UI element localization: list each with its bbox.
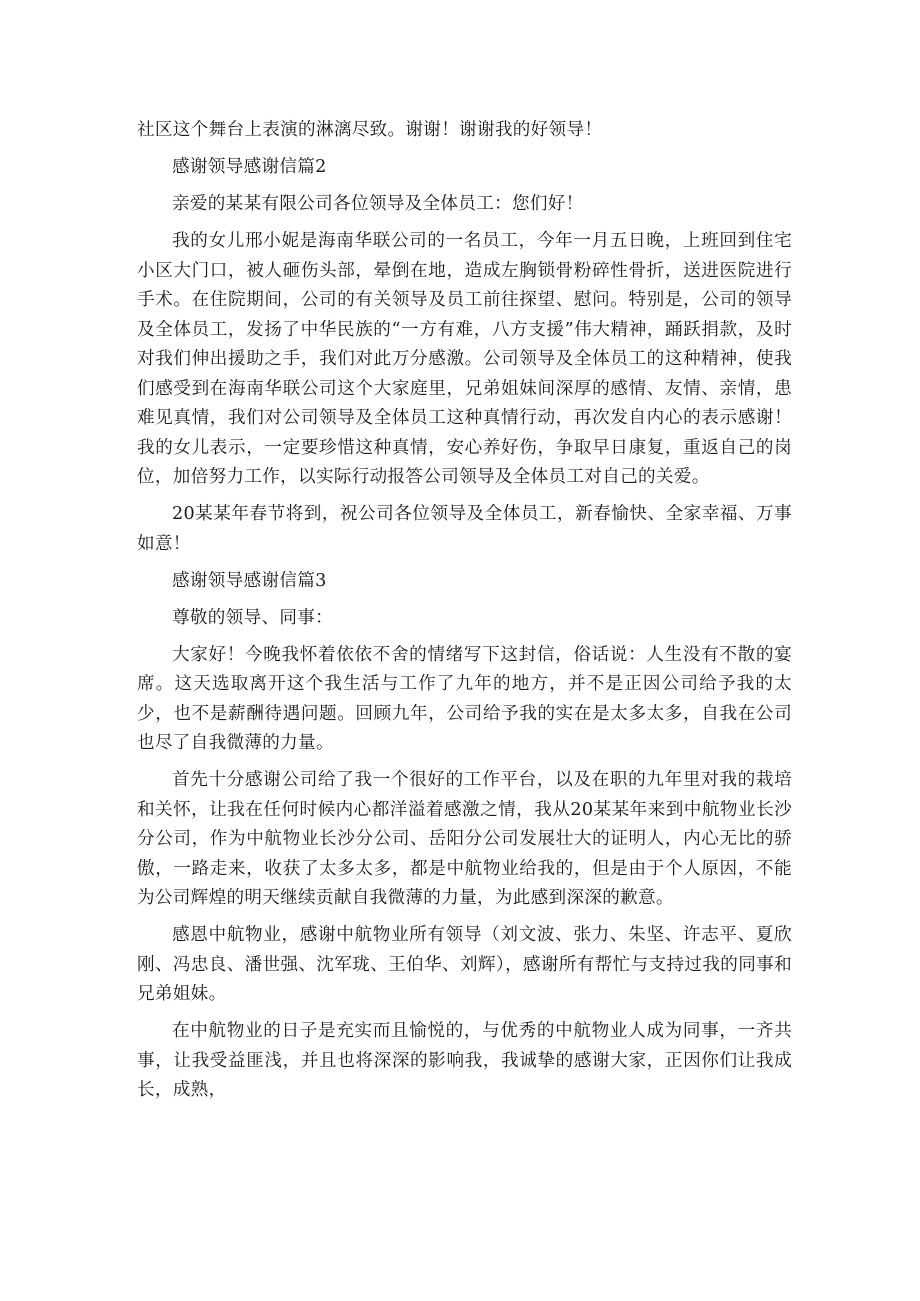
paragraph: 20某某年春节将到，祝公司各位领导及全体员工，新春愉快、全家幸福、万事如意！ [137,504,792,554]
paragraph: 在中航物业的日子是充实而且愉悦的，与优秀的中航物业人成为同事，一齐共事，让我受益匪浅，并且也将深深的影响我，我诚挚的感谢大家，正因你们让我成长，成熟， [137,1021,792,1100]
salutation: 亲爱的某某有限公司各位领导及全体员工：您们好！ [172,194,584,214]
document-body [137,116,792,1113]
section-heading: 感谢领导感谢信篇3 [172,570,327,591]
section-heading: 感谢领导感谢信篇2 [172,157,327,177]
paragraph: 感恩中航物业，感谢中航物业所有领导（刘文波、张力、朱坚、许志平、夏欣刚、冯忠良、潘世强、沈军珑、王伯华、刘辉），感谢所有帮忙与支持过我的同事和兄弟姐妹。 [137,925,792,1004]
paragraph: 首先十分感谢公司给了我一个很好的工作平台，以及在职的九年里对我的栽培和关怀，让我在任何时候内心都洋溢着感激之情，我从20某某年来到中航物业长沙分公司，作为中航物业长沙分公司、岳阳分公司发展壮大的证明人，内心无比的骄傲，一路走来，收获了太多太多，都是中航物业给我的，但是由于个人原因，不能为公司辉煌的明天继续贡献自我微薄的力量，为此感到深深的歉意。 [137,770,792,908]
paragraph: 我的女儿邢小妮是海南华联公司的一名员工，今年一月五日晚，上班回到住宅小区大门口，被人砸伤头部，晕倒在地，造成左胸锁骨粉碎性骨折，送进医院进行手术。在住院期间，公司的有关领导及员工前往探望、慰问。特别是，公司的领导及全体员工，发扬了中华民族的“一方有难，八方支援”伟大精神，踊跃捐款，及时对我们伸出援助之手，我们对此万分感激。公司领导及全体员工的这种精神，使我们感受到在海南华联公司这个大家庭里，兄弟姐妹间深厚的感情、友情、亲情，患难见真情，我们对公司领导及全体员工这种真情行动，再次发自内心的表示感谢！我的女儿表示，一定要珍惜这种真情，安心养好伤，争取早日康复，重返自己的岗位，加倍努力工作，以实际行动报答公司领导及全体员工对自己的关爱。 [137,231,792,487]
paragraph: 大家好！今晚我怀着依依不舍的情绪写下这封信，俗话说：人生没有不散的宴席。这天选取离开这个我生活与工作了九年的地方，并不是正因公司给予我的太少，也不是薪酬待遇问题。回顾九年，公司给予我的实在是太多太多，自我在公司也尽了自我微薄的力量。 [137,644,792,753]
salutation: 尊敬的领导、同事： [172,607,334,628]
paragraph: 社区这个舞台上表演的淋漓尽致。谢谢！谢谢我的好领导！ [137,120,603,140]
